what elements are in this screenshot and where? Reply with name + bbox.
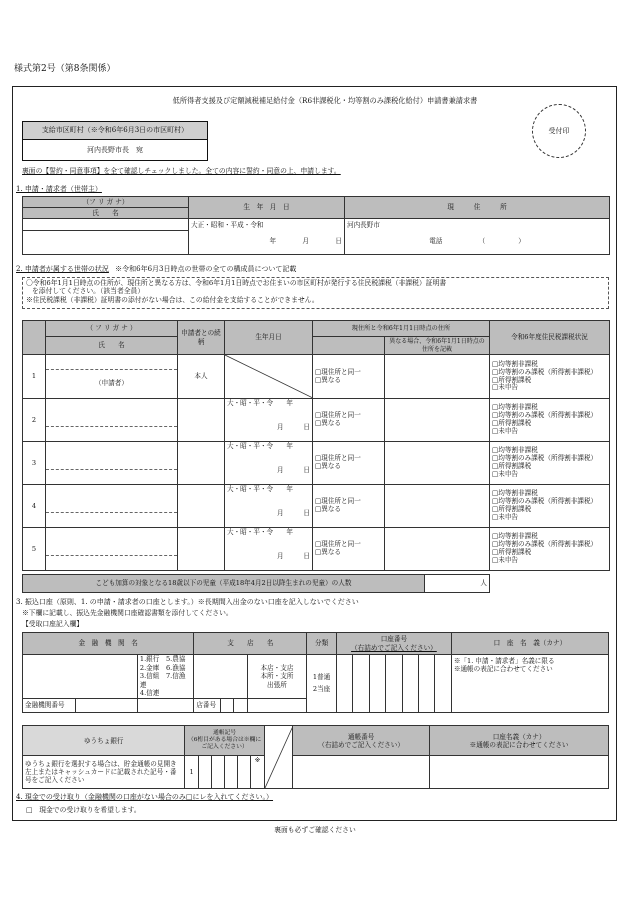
branch-code-digit-2[interactable]	[234, 699, 247, 713]
addr-check-field[interactable]	[313, 355, 385, 399]
branch-code-digit-1[interactable]	[221, 699, 234, 713]
tax-check-field[interactable]	[490, 485, 610, 528]
section2-title: 2. 申請者が属する世帯の状況	[16, 265, 109, 273]
member-name-field[interactable]	[46, 442, 178, 485]
acct-digit-7[interactable]	[435, 655, 451, 713]
birth-md: 月 日	[277, 466, 310, 475]
old-address-field[interactable]	[385, 355, 490, 399]
yucho-number-field[interactable]	[293, 756, 430, 789]
member-relation[interactable]: 本人	[178, 355, 225, 399]
same-option[interactable]: □現住所と同一	[315, 454, 361, 463]
address-box-header: 支給市区町村（※令和6年6月3日の市区町村）	[23, 122, 207, 140]
household-row	[23, 442, 610, 485]
tax-opt-3[interactable]: □所得割課税	[492, 548, 532, 556]
account-no-note: （右詰めでご記入ください）	[351, 643, 437, 652]
yucho-symbol-digit-1: 1	[185, 756, 198, 789]
address-field[interactable]	[345, 219, 610, 255]
holder-field[interactable]	[451, 655, 608, 713]
same-option[interactable]: □現住所と同一	[315, 540, 361, 549]
acct-digit-1[interactable]	[336, 655, 352, 713]
member-birth-field[interactable]	[225, 399, 313, 442]
branch-code-digit-3[interactable]	[247, 699, 307, 713]
household-table	[22, 320, 610, 571]
address-box	[22, 121, 208, 161]
section2-title-wrap	[16, 265, 296, 274]
section1-title: 1. 申請・請求者（世帯主）	[16, 185, 102, 193]
yucho-symbol-header	[185, 726, 264, 756]
branch-code-label: 店番号	[194, 699, 221, 713]
member-birth-field	[225, 355, 313, 399]
old-address-field[interactable]	[385, 442, 490, 485]
tax-check-field[interactable]	[490, 355, 610, 399]
row-number: 5	[23, 528, 46, 571]
addr-same-subheader	[313, 337, 385, 355]
birth-eras: 大正・昭和・平成・令和	[191, 221, 264, 229]
household-row	[23, 355, 610, 399]
bank-code-label: 金融機関番号	[23, 699, 76, 713]
acct-digit-5[interactable]	[402, 655, 418, 713]
bank-type-3: 3.信組 7.信漁連	[139, 672, 186, 689]
tax-check-field[interactable]	[490, 399, 610, 442]
section2-note2: を添付してください。（該当者全員）	[32, 287, 145, 296]
tax-opt-4[interactable]: □未申告	[492, 426, 519, 435]
birth-ymd: 年 月 日	[269, 237, 342, 246]
tax-opt-4[interactable]: □未申告	[492, 555, 519, 564]
yucho-label: ゆうちょ銀行	[23, 726, 185, 756]
same-option[interactable]: □現住所と同一	[315, 367, 361, 376]
row-number: 2	[23, 399, 46, 442]
yucho-table	[22, 725, 609, 789]
tax-opt-2[interactable]: □均等割のみ課税（所得割非課税）	[492, 497, 598, 506]
section4-title-text: 4. 現金での受け取り（金融機関の口座がない場合のみ□にレを入れてください。）	[16, 793, 274, 801]
yucho-symbol-title: 通帳記号	[212, 730, 237, 737]
row-number: 1	[23, 355, 46, 399]
tax-opt-2[interactable]: □均等割のみ課税（所得割非課税）	[492, 411, 598, 420]
hh-birth-header: 生年月日	[225, 321, 313, 355]
phone-field: 電話 （ ）	[429, 237, 525, 246]
yucho-number-note: （右詰めでご記入ください）	[318, 740, 404, 749]
footer-note: 裏面も必ずご確認ください	[274, 826, 356, 834]
account-box-label: 【受取口座記入欄】	[22, 620, 84, 628]
bank-table	[22, 632, 609, 713]
diagonal-line	[225, 355, 313, 398]
tax-opt-4[interactable]: □未申告	[492, 469, 519, 478]
cash-option[interactable]: □ 現金での受け取りを希望します。	[26, 806, 141, 814]
member-birth-field[interactable]	[225, 485, 313, 528]
old-address-field[interactable]	[385, 528, 490, 571]
birth-eras: 大・昭・平・令 年	[227, 528, 293, 536]
bank-type-options[interactable]	[137, 655, 193, 699]
account-no-title: 口座番号	[380, 635, 408, 644]
tax-opt-3[interactable]: □所得割課税	[492, 375, 532, 384]
furigana-field[interactable]	[23, 219, 189, 231]
birth-eras: 大・昭・平・令 年	[227, 442, 293, 450]
reception-stamp: 受付印	[532, 104, 586, 158]
section2-subtitle: ※令和6年6月3日時点の世帯の全ての構成員について記載	[115, 265, 297, 273]
diff-option[interactable]: □異なる	[315, 462, 342, 470]
section3-title: 3. 振込口座（原則、1. の申請・請求者の口座とします。）※長期間入出金のない口座を記入しないでください	[16, 598, 359, 606]
tax-check-field[interactable]	[490, 528, 610, 571]
kind-current: 2当座	[312, 684, 331, 693]
branch-type-2: 本所・支所	[260, 672, 294, 681]
member-birth-field[interactable]	[225, 442, 313, 485]
address-header: 現 住 所	[345, 197, 610, 219]
birth-md: 月 日	[277, 509, 310, 518]
bank-name-header: 金 融 機 関 名	[23, 633, 194, 655]
bank-type-2: 2.金庫 6.漁協	[139, 663, 186, 672]
section4-title	[16, 793, 273, 802]
children-table	[22, 574, 490, 593]
member-relation[interactable]	[178, 442, 225, 485]
tax-opt-3[interactable]: □所得割課税	[492, 462, 532, 470]
hh-furigana-header: （ フ リ ガ ナ ）	[46, 321, 178, 337]
acct-digit-6[interactable]	[419, 655, 435, 713]
section2-note3: ※住民税課税（非課税）証明書の添付がない場合は、この給付金を支給することができません。	[26, 295, 319, 304]
branch-type-1: 本店・支店	[260, 663, 294, 672]
holder-note2: ※通帳の表記に合わせてください	[453, 665, 553, 674]
yucho-symbol-digit-6[interactable]: ※	[251, 756, 264, 789]
yucho-diagonal	[265, 726, 293, 788]
bank-code-field-2[interactable]	[137, 699, 193, 713]
yucho-symbol-digit-3[interactable]	[211, 756, 224, 789]
branch-type-3: 出張所	[267, 680, 287, 689]
bank-code-field[interactable]	[76, 699, 138, 713]
yucho-holder-field[interactable]	[430, 756, 609, 789]
children-unit: 人	[480, 579, 487, 588]
furigana-header: （フ リ ガ ナ）	[23, 197, 189, 208]
household-row	[23, 399, 610, 442]
birth-header: 生 年 月 日	[189, 197, 345, 219]
member-name: （申請者）	[95, 379, 128, 388]
same-option[interactable]: □現住所と同一	[315, 411, 361, 420]
row-number: 3	[23, 442, 46, 485]
bank-name-field[interactable]	[23, 655, 138, 699]
address-city: 河内長野市	[347, 221, 380, 229]
tax-header: 令和6年度住民税課税状況	[490, 321, 610, 355]
same-option[interactable]: □現住所と同一	[315, 497, 361, 506]
tax-check-field[interactable]	[490, 442, 610, 485]
branch-header: 支 店 名	[194, 633, 307, 655]
same-addr-header: 現住所と令和6年1月1日時点の住所	[351, 324, 451, 332]
form-title: 低所得者支援及び定額減税補足給付金（R6非課税化・均等割のみ課税化給付）申請書兼請求書	[172, 96, 478, 105]
kind-header: 分類	[307, 633, 337, 655]
member-name-field[interactable]	[46, 528, 178, 571]
addr-check-field[interactable]	[313, 528, 385, 571]
member-name-field[interactable]	[46, 485, 178, 528]
acct-digit-2[interactable]	[353, 655, 369, 713]
diff-option[interactable]: □異なる	[315, 419, 342, 427]
old-address-field[interactable]	[385, 399, 490, 442]
diff-addr-header: 異なる場合、令和6年1月1日時点の住所を記載	[385, 337, 490, 355]
tax-opt-3[interactable]: □所得割課税	[492, 505, 532, 513]
diff-option[interactable]: □異なる	[315, 505, 342, 513]
member-relation[interactable]	[178, 528, 225, 571]
section2-note1: 〇令和6年1月1日時点の住所が、現住所と異なる方は、令和6年1月1日時点でお住まいの市区町村が発行する住民税課税（非課税）証明書	[26, 279, 447, 287]
children-count-field[interactable]	[425, 575, 490, 593]
relation-header: 申請者との続柄	[178, 321, 225, 355]
yucho-holder-title: 口座名義（カナ）	[492, 732, 546, 741]
diff-option[interactable]: □異なる	[315, 375, 342, 384]
member-relation[interactable]	[178, 399, 225, 442]
old-address-field[interactable]	[385, 485, 490, 528]
children-label: こども加算の対象となる18歳以下の児童（平成18年4月2日以降生まれの児童）の人数	[23, 575, 425, 593]
tax-opt-4[interactable]: □未申告	[492, 383, 519, 392]
row-number: 4	[23, 485, 46, 528]
yucho-holder-header	[430, 726, 609, 756]
yucho-number-header	[293, 726, 430, 756]
birth-md: 月 日	[277, 423, 310, 432]
addr-check-field[interactable]	[313, 485, 385, 528]
birth-eras: 大・昭・平・令 年	[227, 399, 293, 407]
bank-type-4: 4.信連	[139, 689, 160, 698]
section3-sub: ※下欄に記載し、振込先金融機関口座確認書類を添付してください。	[22, 609, 233, 617]
branch-type-options[interactable]	[247, 655, 307, 699]
yucho-symbol-note: （6桁目がある場合は※欄にご記入ください）	[187, 737, 262, 751]
yucho-slash	[264, 726, 292, 789]
applicant-table	[22, 196, 610, 255]
tax-opt-2[interactable]: □均等割のみ課税（所得割非課税）	[492, 540, 598, 549]
yucho-holder-note: ※通帳の表記に合わせてください	[469, 740, 569, 749]
branch-name-field[interactable]	[194, 655, 247, 699]
tax-opt-1[interactable]: □均等割非課税	[492, 403, 538, 412]
birth-field[interactable]	[189, 219, 345, 255]
member-name-field[interactable]	[46, 399, 178, 442]
address-box-name: 河内長野市長 宛	[87, 145, 143, 154]
tax-opt-1[interactable]: □均等割非課税	[492, 359, 538, 368]
member-relation[interactable]	[178, 485, 225, 528]
tax-opt-1[interactable]: □均等割非課税	[492, 489, 538, 498]
yucho-description: ゆうちょ銀行を選択する場合は、貯金通帳の見開き左上またはキャッシュカードに記載された記号・番号をご記入ください	[23, 756, 185, 789]
no-header	[23, 321, 46, 355]
yucho-number-title: 通帳番号	[347, 732, 375, 741]
member-name-field[interactable]	[46, 355, 178, 399]
account-no-header	[336, 633, 451, 655]
addr-check-field[interactable]	[313, 442, 385, 485]
holder-header: 口 座 名 義（カナ）	[451, 633, 608, 655]
holder-note1: ※「1. 申請・請求者」名義に限る	[453, 657, 555, 665]
birth-eras: 大・昭・平・令 年	[227, 485, 293, 493]
household-row	[23, 485, 610, 528]
addr-check-field[interactable]	[313, 399, 385, 442]
applicant-name-field[interactable]	[23, 231, 189, 255]
consent-text: 裏面の【誓約・同意事項】を全て確認しチェックしました。全ての内容に誓約・同意の上、申請します。	[22, 167, 341, 175]
yucho-symbol-digit-2[interactable]	[198, 756, 211, 789]
addr-compare-header	[313, 321, 490, 337]
household-row	[23, 528, 610, 571]
name-header: 氏 名	[23, 208, 189, 219]
diff-option[interactable]: □異なる	[315, 548, 342, 556]
yucho-symbol-digit-5[interactable]	[238, 756, 251, 789]
hh-name-header: 氏 名	[46, 337, 178, 355]
member-birth-field[interactable]	[225, 528, 313, 571]
tax-opt-3[interactable]: □所得割課税	[492, 419, 532, 427]
acct-digit-3[interactable]	[369, 655, 385, 713]
acct-digit-4[interactable]	[386, 655, 402, 713]
bank-type-1: 1.銀行 5.農協	[139, 655, 186, 664]
tax-opt-1[interactable]: □均等割非課税	[492, 532, 538, 541]
kind-ordinary: 1普通	[312, 672, 331, 681]
form-number: 様式第2号（第8条関係）	[14, 64, 116, 74]
tax-opt-4[interactable]: □未申告	[492, 512, 519, 521]
tax-opt-1[interactable]: □均等割非課税	[492, 446, 538, 455]
tax-opt-2[interactable]: □均等割のみ課税（所得割非課税）	[492, 367, 598, 376]
tax-opt-2[interactable]: □均等割のみ課税（所得割非課税）	[492, 454, 598, 463]
kind-options[interactable]	[307, 655, 337, 713]
section2-notes	[22, 277, 609, 309]
birth-md: 月 日	[277, 552, 310, 561]
yucho-symbol-digit-4[interactable]	[225, 756, 238, 789]
